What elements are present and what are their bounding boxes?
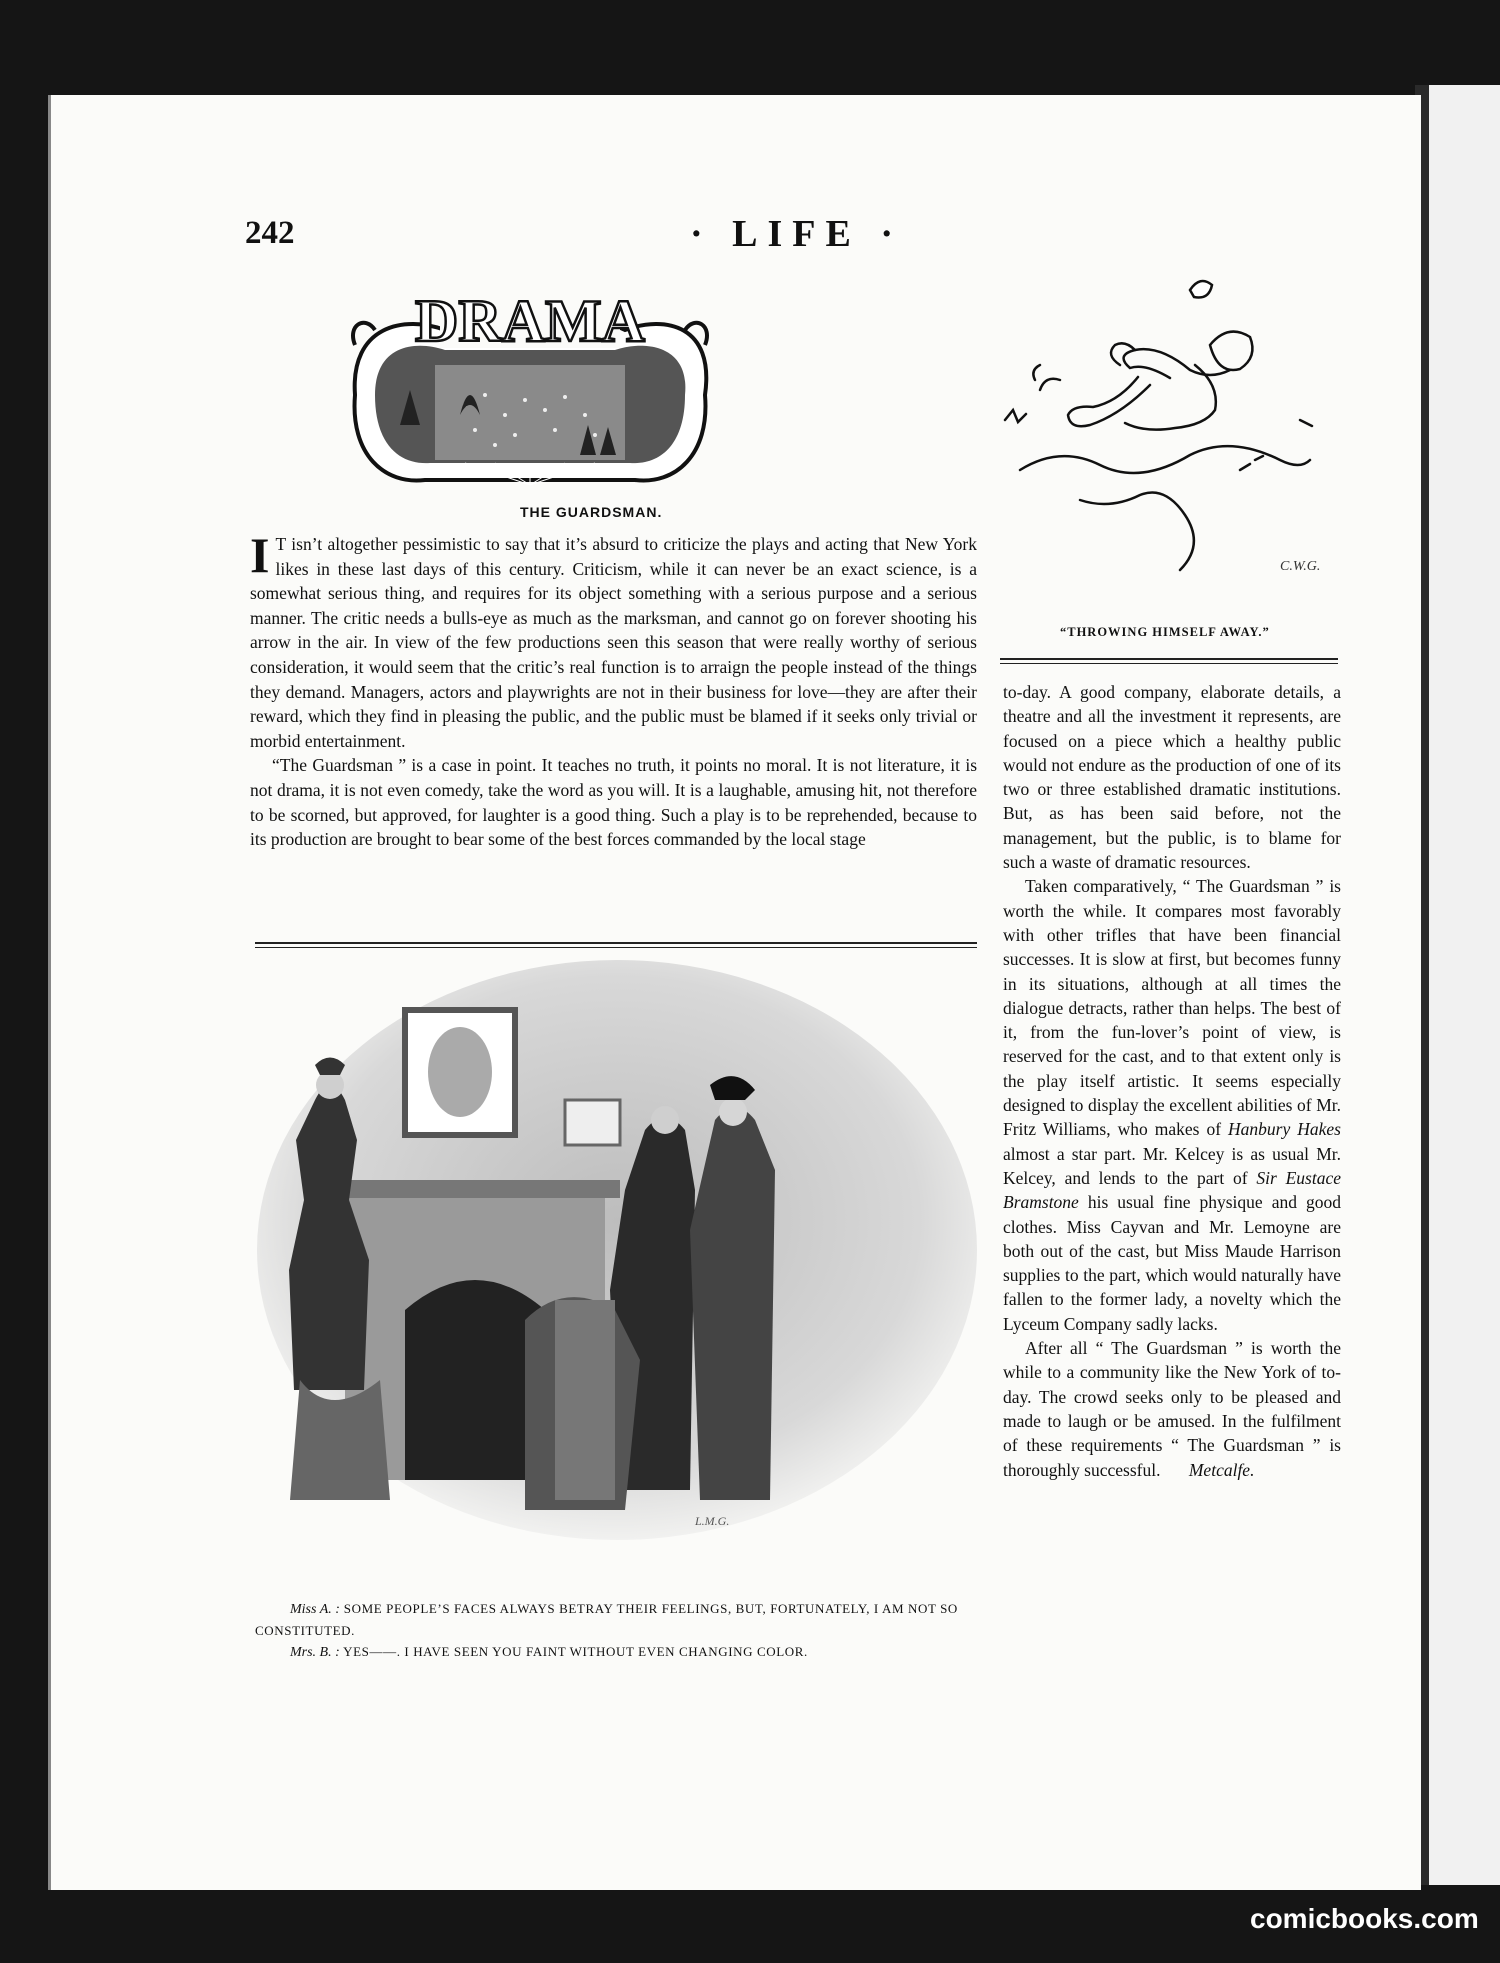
column-divider-rule bbox=[1000, 658, 1338, 664]
article-paragraph-1 bbox=[250, 527, 977, 753]
right-paragraph-2-text-a: Taken comparatively, “ The Guardsman ” is worth the while. It compares most favorably with other trifles that have been financial successes. It is slow at first, but becomes funny in its situations, although at all times the dialogue detracts, rather than helps. The best of it, from the fun-lover’s point of view, is reserved for the cast, and to that extent only is the play itself artistic. It seems especially designed to display the excellent abilities of Mr. Fritz Williams, who makes of bbox=[1003, 876, 1341, 1140]
section-divider-rule bbox=[255, 942, 977, 948]
right-paragraph-1: to-day. A good company, elaborate details, a theatre and all the investment it represents, are focused on a piece which a healthy public would not endure as the production of one of its two or three established dramatic institutions. But, as has been said before, not the management, but the public, is to blame for such a waste of dramatic resources. bbox=[1003, 682, 1341, 873]
character-name-hanbury-hakes: Hanbury Hakes bbox=[1228, 1119, 1341, 1140]
drama-banner-lettering: DRAMA bbox=[415, 288, 645, 354]
article-title: THE GUARDSMAN. bbox=[520, 504, 663, 520]
author-signature: Metcalfe. bbox=[1188, 1459, 1255, 1480]
svg-text:C.W.G.: C.W.G. bbox=[1280, 559, 1321, 574]
drama-banner-illustration bbox=[345, 285, 715, 505]
throwing-himself-away-cartoon bbox=[1000, 270, 1330, 590]
article-main-column bbox=[250, 527, 977, 852]
caption-line-1 bbox=[255, 1598, 982, 1641]
speaker-mrs-b: Mrs. B. : bbox=[290, 1645, 340, 1660]
article-right-column bbox=[1003, 680, 1341, 1482]
watermark: comicbooks.com bbox=[1250, 1903, 1479, 1934]
speaker-miss-a: Miss A. : bbox=[290, 1602, 340, 1617]
right-paragraph-2 bbox=[1003, 874, 1341, 1336]
caption-line-2 bbox=[255, 1641, 982, 1663]
article-paragraph-2: “The Guardsman ” is a case in point. It teaches no truth, it points no moral. It is not literature, it is not drama, it is not even comedy, take the word as you will. It is a laughable, amusing hit, not therefore to be scorned, but approved, for laughter is a good thing. Such a play is to be reprehended, because to its production are brought to bear some of the best forces commanded by the local stage bbox=[250, 755, 977, 850]
right-paragraph-2-text-b: almost a star part. Mr. Kelcey is as usual Mr. Kelcey, and lends to the part of bbox=[1003, 1143, 1341, 1188]
caption-dialogue-2: YES——. I HAVE SEEN YOU FAINT WITHOUT EVEN CHANGING COLOR. bbox=[343, 1644, 808, 1659]
svg-text:L.M.G.: L.M.G. bbox=[695, 1514, 730, 1528]
facing-page-edge bbox=[1425, 85, 1500, 1885]
right-paragraph-3-text: After all “ The Guardsman ” is worth the while to a community like the New York of to-day. The crowd seeks only to be pleased and made to laugh or be amused. In the fulfilment of these requirements “ The Guardsman ” is thoroughly successful. bbox=[1003, 1338, 1341, 1480]
paragraph-1-text: T isn’t altogether pessimistic to say that it’s absurd to criticize the plays and acting that New York likes in these last days of this century. Criticism, while it can never be an exact science, is a somewhat serious thing, and requires for its object something with a serious purpose and a serious manner. The critic needs a bulls-eye as much as the marksman, and cannot go on forever shooting his arrow in the air. In view of the few productions seen this season that were really worthy of serious consideration, it would seem that the critic’s real function is to arraign the people instead of the things they demand. Managers, actors and playwrights are not in their business for love—they are after their reward, which they find in pleasing the public, and the public must be blamed if it seeks only trivial or morbid entertainment. bbox=[250, 534, 977, 751]
right-paragraph-2-text-c: his usual fine physique and good clothes. Miss Cayvan and Mr. Lemoyne are both out of the cast, but Miss Maude Harrison supplies to the part, which would naturally have fallen to the former lady, a novelty which the Lyceum Company sadly lacks. bbox=[1003, 1192, 1341, 1334]
parlor-scene-illustration bbox=[255, 960, 980, 1550]
page-number: 242 bbox=[245, 215, 295, 251]
cartoon-caption: “THROWING HIMSELF AWAY.” bbox=[1060, 625, 1270, 639]
running-head: · LIFE · bbox=[690, 213, 904, 255]
illustration-caption bbox=[255, 1598, 982, 1663]
drop-cap: I bbox=[250, 527, 270, 583]
caption-dialogue-1: SOME PEOPLE’S FACES ALWAYS BETRAY THEIR FEELINGS, BUT, FORTUNATELY, I AM NOT SO CONSTITUTED. bbox=[255, 1601, 958, 1638]
character-name-sir-eustace: Sir Eustace Bramstone bbox=[1003, 1167, 1341, 1213]
right-paragraph-3 bbox=[1003, 1336, 1341, 1482]
